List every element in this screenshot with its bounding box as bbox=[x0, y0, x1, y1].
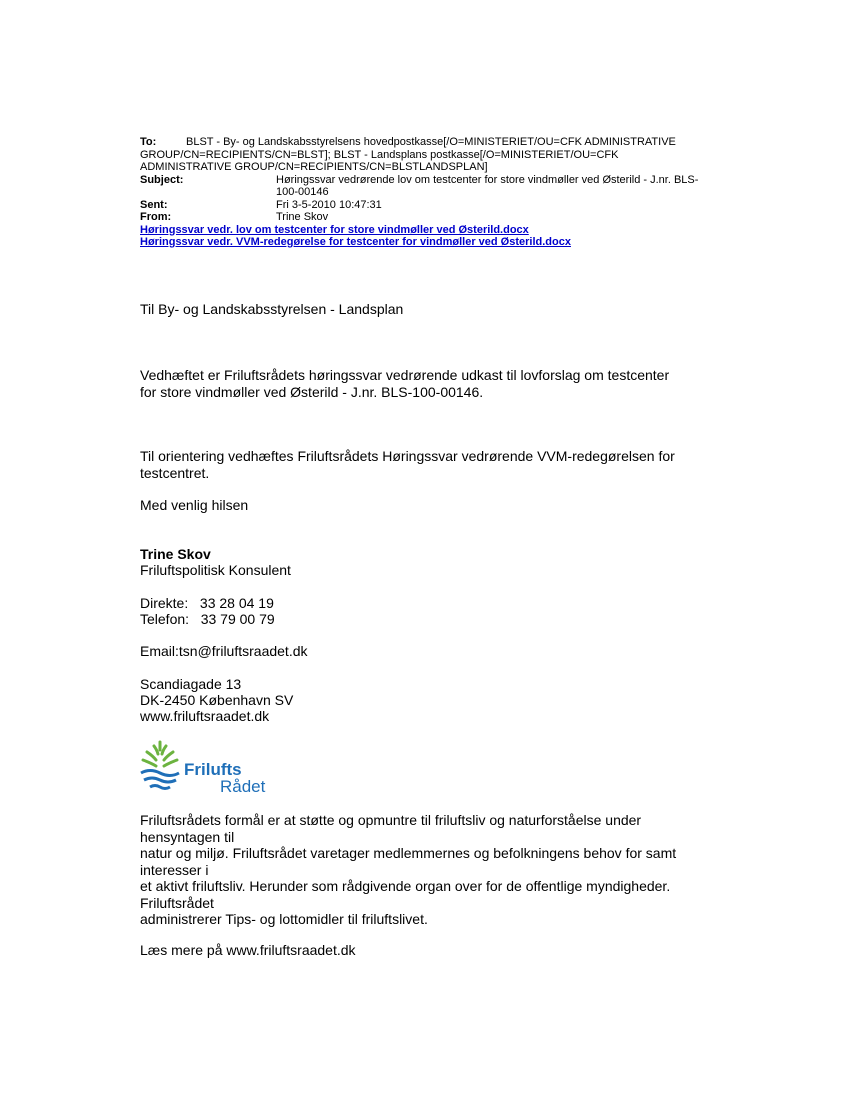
about-line: Friluftsrådets formål er at støtte og opmuntre til friluftsliv og naturforståelse under hensyntagen til bbox=[140, 812, 642, 845]
about-line: natur og miljø. Friluftsrådet varetager medlemmernes og befolkningens behov for samt interesser i bbox=[140, 845, 677, 878]
read-more: Læs mere på www.friluftsraadet.dk bbox=[140, 942, 356, 958]
subject-row bbox=[140, 174, 710, 199]
paragraph-attachment: Vedhæftet er Friluftsrådets høringssvar vedrørende udkast til lovforslag om testcenter for store vindmøller ved Østerild - J.nr. BLS-100-00146. bbox=[140, 367, 670, 400]
greeting: Til By- og Landskabsstyrelsen - Landsplan bbox=[140, 301, 404, 317]
phone: Telefon: 33 79 00 79 bbox=[140, 611, 275, 627]
sent-label: Sent: bbox=[140, 198, 168, 211]
sent-row bbox=[140, 199, 710, 212]
logo-wordmark-2: Rådet bbox=[220, 777, 266, 796]
to-label: To: bbox=[140, 136, 157, 148]
paragraph-orientation: Til orientering vedhæftes Friluftsrådets Høringssvar vedrørende VVM-redegørelsen for testcentret. bbox=[140, 448, 675, 481]
from-value: Trine Skov bbox=[276, 211, 329, 223]
tree-leaf-icon bbox=[138, 740, 182, 796]
website[interactable]: www.friluftsraadet.dk bbox=[140, 708, 270, 724]
address-line-1: Scandiagade 13 bbox=[140, 676, 242, 692]
direct-phone: Direkte: 33 28 04 19 bbox=[140, 595, 274, 611]
closing: Med venlig hilsen bbox=[140, 497, 249, 513]
about-line: administrerer Tips- og lottomidler til friluftslivet. bbox=[140, 911, 428, 927]
about-text bbox=[140, 812, 710, 928]
signature-title: Friluftspolitisk Konsulent bbox=[140, 562, 291, 578]
from-label: From: bbox=[140, 211, 172, 223]
attachment-link[interactable]: Høringssvar vedr. lov om testcenter for store vindmøller ved Østerild.docx bbox=[140, 223, 529, 236]
subject-label: Subject: bbox=[140, 173, 184, 186]
about-line: et aktivt friluftsliv. Herunder som rådgivende organ over for de offentlige myndigheder. Friluftsrådet bbox=[140, 878, 671, 911]
email-address[interactable]: Email:tsn@friluftsraadet.dk bbox=[140, 643, 308, 659]
friluftsraadet-logo bbox=[138, 740, 278, 796]
email-header bbox=[140, 136, 710, 249]
sent-value: Fri 3-5-2010 10:47:31 bbox=[276, 198, 382, 211]
logo-wordmark-1: Frilufts bbox=[184, 760, 242, 779]
signature-name: Trine Skov bbox=[140, 546, 211, 562]
to-value: BLST - By- og Landskabsstyrelsens hovedpostkasse[/O=MINISTERIET/OU=CFK ADMINISTRATIVE GROUP/CN=RECIPIENTS/CN=BLST]; BLST - Landsplans postkasse[/O=MINISTERIET/OU=CFK ADMINISTRATIVE GROUP/CN=RECIPIENTS/CN=BLSTLANDSPLAN] bbox=[140, 136, 676, 173]
attachment-link[interactable]: Høringssvar vedr. VVM-redegørelse for testcenter for vindmøller ved Østerild.docx bbox=[140, 236, 571, 248]
address-line-2: DK-2450 København SV bbox=[140, 692, 294, 708]
from-row bbox=[140, 211, 710, 224]
to-row bbox=[140, 136, 710, 174]
subject-value: Høringssvar vedrørende lov om testcenter for store vindmøller ved Østerild - J.nr. BLS-100-00146 bbox=[276, 173, 699, 198]
